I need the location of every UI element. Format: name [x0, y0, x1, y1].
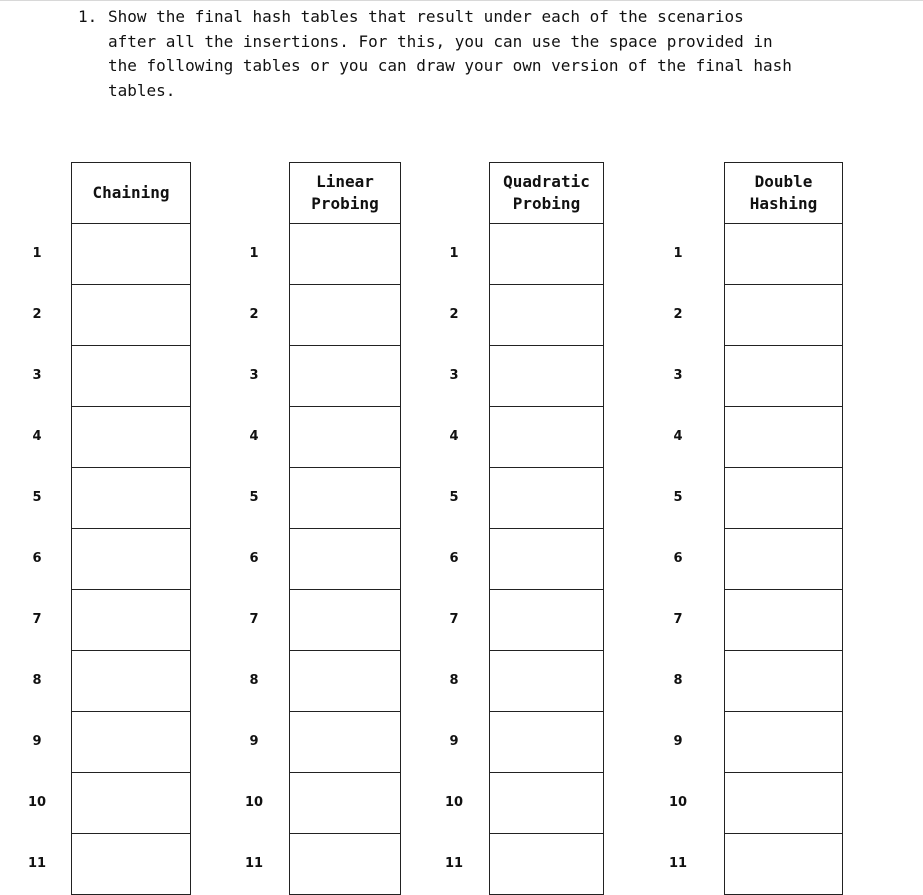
question-number: 1. — [78, 7, 98, 26]
slot-index-label: 2 — [673, 307, 683, 322]
table-cell-linear[interactable] — [289, 346, 401, 407]
slot-index-label: 7 — [32, 612, 42, 627]
question-line: after all the insertions. For this, you can use the space provided in — [108, 31, 773, 51]
table-cell-double[interactable] — [724, 834, 843, 895]
slot-index-label: 8 — [32, 673, 42, 688]
slot-index-label: 5 — [673, 490, 683, 505]
slot-index-label: 11 — [27, 856, 47, 871]
table-cell-double[interactable] — [724, 651, 843, 712]
table-cell-double[interactable] — [724, 468, 843, 529]
slot-index-label: 2 — [32, 307, 42, 322]
slot-index-label: 6 — [249, 551, 259, 566]
table-cell-quadratic[interactable] — [489, 529, 604, 590]
slot-index-label: 3 — [249, 368, 259, 383]
table-cell-double[interactable] — [724, 407, 843, 468]
table-cell-linear[interactable] — [289, 285, 401, 346]
table-header-label: Quadratic Probing — [503, 172, 590, 213]
slot-index-label: 8 — [249, 673, 259, 688]
table-cell-chaining[interactable] — [71, 651, 191, 712]
table-cell-linear[interactable] — [289, 773, 401, 834]
table-cell-linear[interactable] — [289, 407, 401, 468]
slot-index-label: 6 — [32, 551, 42, 566]
slot-index-label: 9 — [449, 734, 459, 749]
slot-index-label: 7 — [249, 612, 259, 627]
table-cell-chaining[interactable] — [71, 407, 191, 468]
slot-index-label: 8 — [673, 673, 683, 688]
slot-index-label: 4 — [249, 429, 259, 444]
slot-index-label: 3 — [673, 368, 683, 383]
slot-index-label: 1 — [673, 246, 683, 261]
table-header-quadratic — [489, 162, 604, 224]
slot-index-label: 6 — [673, 551, 683, 566]
table-cell-chaining[interactable] — [71, 468, 191, 529]
slot-index-label: 9 — [249, 734, 259, 749]
table-cell-quadratic[interactable] — [489, 651, 604, 712]
table-cell-double[interactable] — [724, 529, 843, 590]
slot-index-label: 5 — [249, 490, 259, 505]
table-cell-double[interactable] — [724, 712, 843, 773]
slot-index-label: 10 — [244, 795, 264, 810]
table-cell-quadratic[interactable] — [489, 468, 604, 529]
table-cell-linear[interactable] — [289, 529, 401, 590]
table-cell-linear[interactable] — [289, 590, 401, 651]
slot-index-label: 10 — [27, 795, 47, 810]
table-cell-linear[interactable] — [289, 712, 401, 773]
table-cell-quadratic[interactable] — [489, 834, 604, 895]
table-cell-chaining[interactable] — [71, 346, 191, 407]
slot-index-label: 6 — [449, 551, 459, 566]
slot-index-label: 9 — [673, 734, 683, 749]
table-cell-chaining[interactable] — [71, 285, 191, 346]
slot-index-label: 1 — [449, 246, 459, 261]
slot-index-label: 2 — [249, 307, 259, 322]
table-cell-chaining[interactable] — [71, 590, 191, 651]
slot-index-label: 9 — [32, 734, 42, 749]
table-cell-quadratic[interactable] — [489, 224, 604, 285]
slot-index-label: 7 — [673, 612, 683, 627]
slot-index-label: 5 — [32, 490, 42, 505]
top-divider — [0, 0, 923, 1]
slot-index-label: 1 — [32, 246, 42, 261]
table-cell-double[interactable] — [724, 285, 843, 346]
table-cell-quadratic[interactable] — [489, 407, 604, 468]
slot-index-label: 3 — [449, 368, 459, 383]
table-cell-quadratic[interactable] — [489, 346, 604, 407]
slot-index-label: 11 — [668, 856, 688, 871]
table-header-chaining — [71, 162, 191, 224]
slot-index-label: 1 — [249, 246, 259, 261]
table-header-label: Double Hashing — [749, 172, 818, 213]
question-line: tables. — [108, 80, 176, 100]
slot-index-label: 3 — [32, 368, 42, 383]
table-cell-chaining[interactable] — [71, 834, 191, 895]
slot-index-label: 4 — [449, 429, 459, 444]
slot-index-label: 4 — [673, 429, 683, 444]
table-cell-double[interactable] — [724, 346, 843, 407]
slot-index-label: 5 — [449, 490, 459, 505]
table-cell-double[interactable] — [724, 590, 843, 651]
question-line: the following tables or you can draw your own version of the final hash — [108, 56, 792, 75]
table-cell-linear[interactable] — [289, 468, 401, 529]
slot-index-label: 10 — [668, 795, 688, 810]
slot-index-label: 2 — [449, 307, 459, 322]
table-header-label: Linear Probing — [311, 172, 379, 213]
slot-index-label: 4 — [32, 429, 42, 444]
table-header-linear — [289, 162, 401, 224]
table-cell-chaining[interactable] — [71, 773, 191, 834]
slot-index-label: 11 — [444, 856, 464, 871]
slot-index-label: 8 — [449, 673, 459, 688]
slot-index-label: 7 — [449, 612, 459, 627]
table-cell-double[interactable] — [724, 773, 843, 834]
table-cell-double[interactable] — [724, 224, 843, 285]
table-cell-quadratic[interactable] — [489, 285, 604, 346]
slot-index-label: 11 — [244, 856, 264, 871]
slot-index-label: 10 — [444, 795, 464, 810]
table-cell-chaining[interactable] — [71, 712, 191, 773]
table-header-label: Chaining — [92, 183, 170, 202]
table-cell-linear[interactable] — [289, 651, 401, 712]
table-cell-quadratic[interactable] — [489, 590, 604, 651]
table-cell-linear[interactable] — [289, 224, 401, 285]
table-header-double — [724, 162, 843, 224]
table-cell-linear[interactable] — [289, 834, 401, 895]
table-cell-chaining[interactable] — [71, 224, 191, 285]
table-cell-quadratic[interactable] — [489, 712, 604, 773]
table-cell-chaining[interactable] — [71, 529, 191, 590]
question-line: Show the final hash tables that result under each of the scenarios — [108, 7, 744, 26]
table-cell-quadratic[interactable] — [489, 773, 604, 834]
